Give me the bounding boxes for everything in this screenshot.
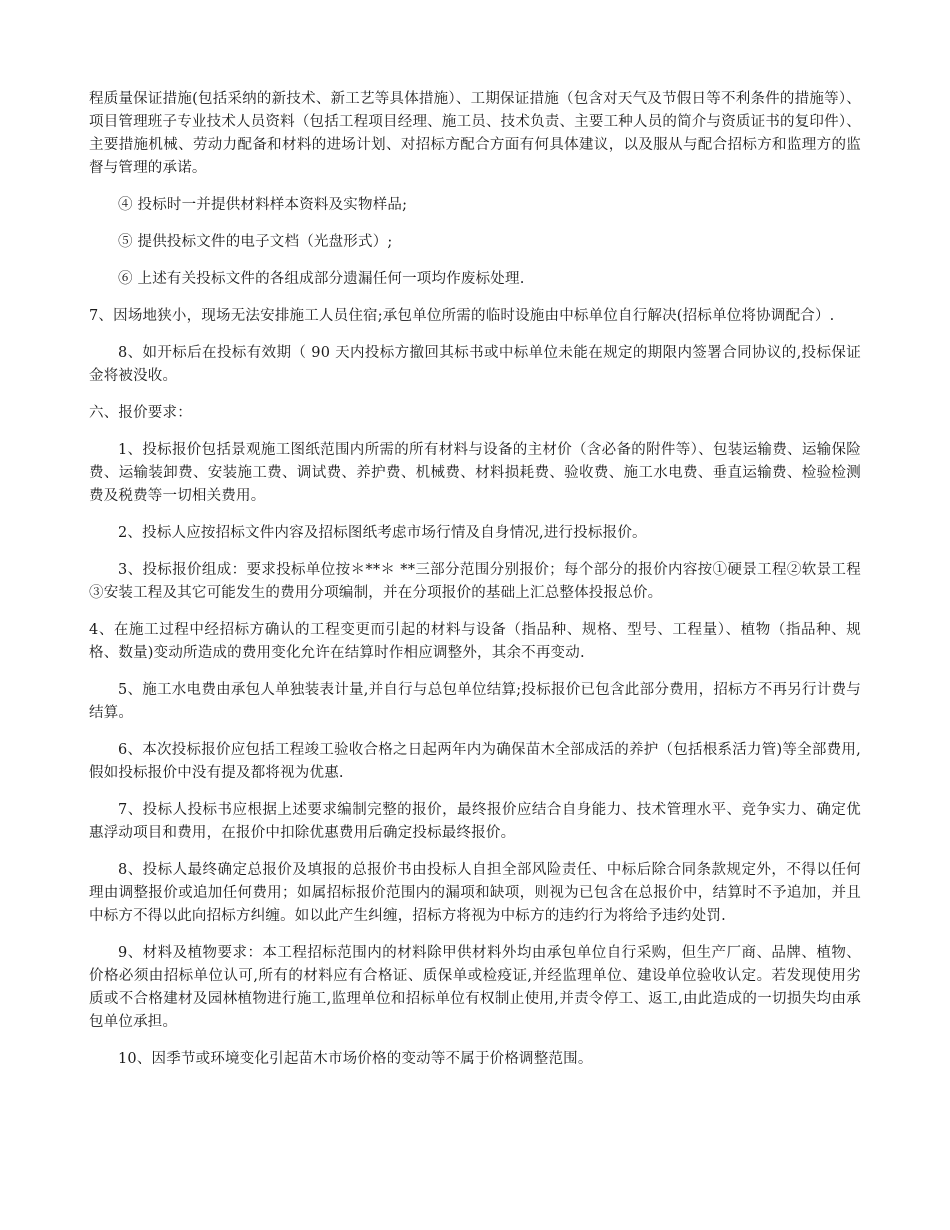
document-body	[89, 88, 861, 1085]
paragraph-site-accommodation: 7、因场地狭小，现场无法安排施工人员住宿;承包单位所需的临时设施由中标单位自行解决(招标单位将协调配合）.	[89, 308, 835, 324]
paragraph-pricing-9: 9、材料及植物要求：本工程招标范围内的材料除甲供材料外均由承包单位自行采购，但生产厂商、品牌、植物、价格必须由招标单位认可,所有的材料应有合格证、质保单或检疫证,并经监理单位、建设单位验收认定。若发现使用劣质或不合格建材及园林植物进行施工,监理单位和招标单位有权制止使用,并责令停工、返工,由此造成的一切损失均由承包单位承担。	[89, 945, 861, 1030]
paragraph-pricing-7: 7、投标人投标书应根据上述要求编制完整的报价，最终报价应结合自身能力、技术管理水平、竞争实力、确定优惠浮动项目和费用，在报价中扣除优惠费用后确定投标最终报价。	[89, 802, 861, 841]
paragraph-bid-validity: 8、如开标后在投标有效期（ 90 天内投标方撤回其标书或中标单位未能在规定的期限内签署合同协议的,投标保证金将被没收。	[89, 345, 861, 384]
list-item-electronic-docs: ⑤ 提供投标文件的电子文档（光盘形式）;	[118, 234, 393, 250]
paragraph-pricing-4: 4、在施工过程中经招标方确认的工程变更而引起的材料与设备（指品种、规格、型号、工程量）、植物（指品种、规格、数量)变动所造成的费用变化允许在结算时作相应调整外，其余不再变动.	[89, 622, 861, 661]
list-item-samples: ④ 投标时一并提供材料样本资料及实物样品;	[118, 197, 408, 213]
paragraph-pricing-2: 2、投标人应按招标文件内容及招标图纸考虑市场行情及自身情况,进行投标报价。	[118, 525, 647, 541]
paragraph-pricing-3: 3、投标报价组成：要求投标单位按＊**＊ **三部分范围分别报价；每个部分的报价内容按①硬景工程②软景工程③安装工程及其它可能发生的费用分项编制，并在分项报价的基础上汇总整体投报总价。	[89, 562, 861, 601]
section-heading-pricing: 六、报价要求：	[89, 405, 192, 421]
paragraph-pricing-6: 6、本次投标报价应包括工程竣工验收合格之日起两年内为确保苗木全部成活的养护（包括根系活力管)等全部费用,假如投标报价中没有提及都将视为优惠.	[89, 742, 861, 781]
paragraph-pricing-5: 5、施工水电费由承包人单独装表计量,并自行与总包单位结算;投标报价已包含此部分费用，招标方不再另行计费与结算。	[89, 682, 861, 721]
list-item-omission-rule: ⑥ 上述有关投标文件的各组成部分遗漏任何一项均作废标处理.	[118, 271, 525, 287]
paragraph-pricing-10: 10、因季节或环境变化引起苗木市场价格的变动等不属于价格调整范围。	[118, 1051, 593, 1067]
paragraph-pricing-1: 1、投标报价包括景观施工图纸范围内所需的所有材料与设备的主材价（含必备的附件等）、包装运输费、运输保险费、运输装卸费、安装施工费、调试费、养护费、机械费、材料损耗费、验收费、施工水电费、垂直运输费、检验检测费及税费等一切相关费用。	[89, 442, 861, 504]
paragraph-pricing-8: 8、投标人最终确定总报价及填报的总报价书由投标人自担全部风险责任、中标后除合同条款规定外，不得以任何理由调整报价或追加任何费用；如属招标报价范围内的漏项和缺项，则视为已包含在总报价中，结算时不予追加，并且中标方不得以此向招标方纠缠。如以此产生纠缠，招标方将视为中标方的违约行为将给予违约处罚.	[89, 862, 861, 924]
paragraph-quality-measures: 程质量保证措施(包括采纳的新技术、新工艺等具体措施）、工期保证措施（包含对天气及节假日等不利条件的措施等）、项目管理班子专业技术人员资料（包括工程项目经理、施工员、技术负责、主要工种人员的简介与资质证书的复印件）、主要措施机械、劳动力配备和材料的进场计划、对招标方配合方面有何具体建议，以及服从与配合招标方和监理方的监督与管理的承诺。	[89, 91, 861, 176]
